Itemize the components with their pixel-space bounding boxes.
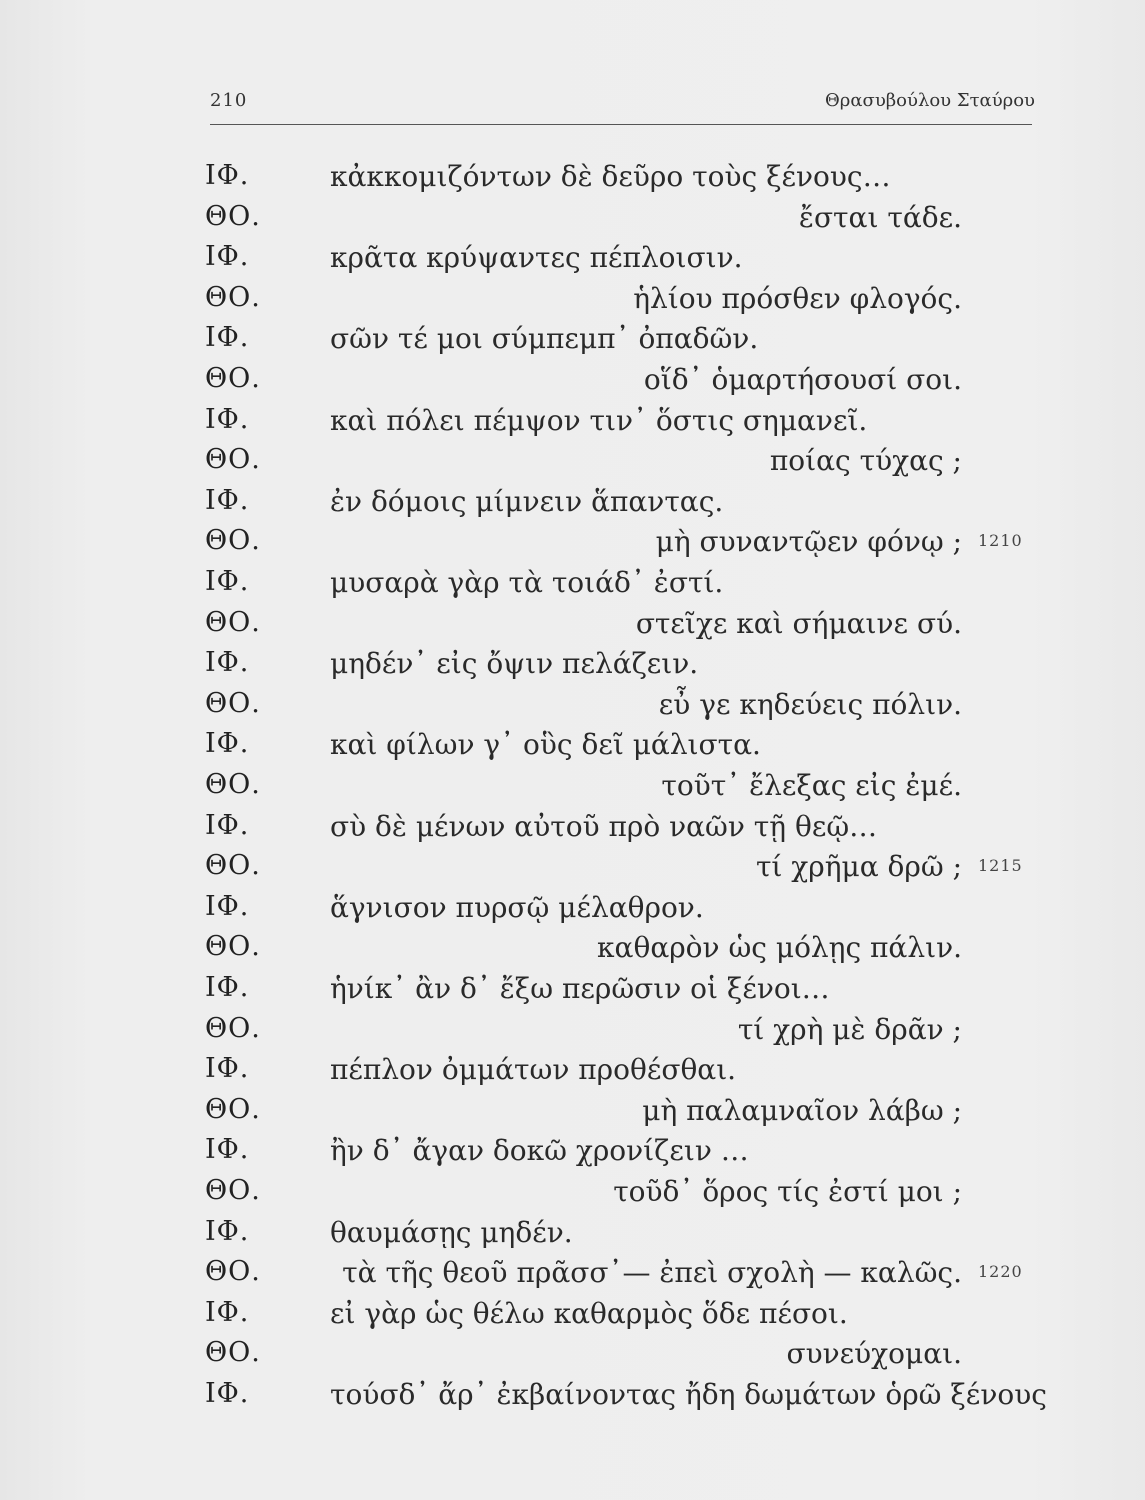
speaker-label: ΘΟ. xyxy=(205,525,261,557)
speaker-label: ΙΦ. xyxy=(205,484,250,516)
speaker-label: ΘΟ. xyxy=(205,200,261,232)
verse-text: ἅγνισον πυρσῷ μέλαθρον. xyxy=(330,890,704,924)
speaker-label: ΙΦ. xyxy=(205,728,250,760)
verse-text: μὴ παλαμναῖον λάβω ; xyxy=(642,1093,962,1127)
verse-text: μὴ συναντῷεν φόνῳ ; xyxy=(655,525,962,559)
verse-text: μυσαρὰ γὰρ τὰ τοιάδ᾽ ἐστί. xyxy=(330,566,724,599)
dialogue-line xyxy=(0,363,1145,403)
speaker-label: ΙΦ. xyxy=(205,890,250,922)
verse-text: ἔσται τάδε. xyxy=(798,200,962,234)
speaker-label: ΙΦ. xyxy=(205,809,250,841)
dialogue-line xyxy=(0,1216,1145,1256)
speaker-label: ΘΟ. xyxy=(205,606,261,638)
speaker-label: ΘΟ. xyxy=(205,1012,261,1044)
verse-text: καὶ φίλων γ᾽ οὓς δεῖ μάλιστα. xyxy=(330,728,761,762)
dialogue-line xyxy=(0,647,1145,687)
speaker-label: ΙΦ. xyxy=(205,1053,250,1085)
verse-text: ἐν δόμοις μίμνειν ἅπαντας. xyxy=(330,484,724,518)
verse-text: κἀκκομιζόντων δὲ δεῦρο τοὺς ξένους… xyxy=(330,160,891,193)
speaker-label: ΙΦ. xyxy=(205,1378,250,1409)
verse-line-number: 1220 xyxy=(978,1262,1023,1282)
dialogue-line xyxy=(0,322,1145,362)
dialogue-line xyxy=(0,525,1145,565)
verse-text: κρᾶτα κρύψαντες πέπλοισιν. xyxy=(330,241,743,275)
dialogue-line xyxy=(0,728,1145,768)
dialogue-line xyxy=(0,1378,1145,1418)
dialogue-line xyxy=(0,1134,1145,1174)
verse-text: πέπλον ὀμμάτων προθέσθαι. xyxy=(330,1053,737,1087)
verse-text: ποίας τύχας ; xyxy=(769,444,962,478)
speaker-label: ΙΦ. xyxy=(205,241,250,273)
speaker-label: ΘΟ. xyxy=(205,1093,261,1125)
dialogue-line xyxy=(0,1256,1145,1296)
speaker-label: ΘΟ. xyxy=(205,1175,261,1206)
dialogue-line xyxy=(0,850,1145,890)
dialogue-line xyxy=(0,241,1145,281)
dialogue-line xyxy=(0,566,1145,606)
speaker-label: ΘΟ. xyxy=(205,850,261,882)
verse-text: τὰ τῆς θεοῦ πρᾶσσ᾽— ἐπεὶ σχολὴ — καλῶς. xyxy=(342,1256,962,1290)
speaker-label: ΙΦ. xyxy=(205,322,250,354)
speaker-label: ΘΟ. xyxy=(205,1337,261,1369)
dialogue-line xyxy=(0,972,1145,1012)
verse-text: ἡνίκ᾽ ἂν δ᾽ ἔξω περῶσιν οἱ ξένοι… xyxy=(330,972,830,1005)
speaker-label: ΙΦ. xyxy=(205,160,250,191)
verse-text: σὺ δὲ μένων αὐτοῦ πρὸ ναῶν τῇ θεῷ… xyxy=(330,809,878,843)
verse-text: σῶν τέ μοι σύμπεμπ᾽ ὀπαδῶν. xyxy=(330,322,759,356)
speaker-label: ΙΦ. xyxy=(205,1215,250,1247)
dialogue-line xyxy=(0,1297,1145,1337)
speaker-label: ΘΟ. xyxy=(205,1256,261,1288)
verse-text: ἡλίου πρόσθεν φλογός. xyxy=(633,281,962,315)
speaker-label: ΘΟ. xyxy=(205,769,261,800)
dialogue-line xyxy=(0,1053,1145,1093)
verse-text: τούσδ᾽ ἄρ᾽ ἐκβαίνοντας ἤδη δωμάτων ὁρῶ ξένους xyxy=(330,1378,1047,1411)
speaker-label: ΙΦ. xyxy=(205,403,250,435)
speaker-label: ΘΟ. xyxy=(205,931,261,963)
verse-text: εὖ γε κηδεύεις πόλιν. xyxy=(658,687,962,721)
dialogue-line xyxy=(0,485,1145,525)
speaker-label: ΘΟ. xyxy=(205,444,261,476)
verse-text: ἢν δ᾽ ἄγαν δοκῶ χρονίζειν … xyxy=(330,1134,749,1168)
speaker-label: ΙΦ. xyxy=(205,1134,250,1166)
verse-text: τοῦδ᾽ ὅρος τίς ἐστί μοι ; xyxy=(613,1175,962,1208)
speaker-label: ΘΟ. xyxy=(205,687,261,719)
dialogue-line xyxy=(0,201,1145,241)
verse-text: θαυμάσῃς μηδέν. xyxy=(330,1215,573,1249)
speaker-label: ΙΦ. xyxy=(205,972,250,1003)
dialogue-line xyxy=(0,160,1145,200)
speaker-label: ΙΦ. xyxy=(205,1296,250,1328)
page-number: 210 xyxy=(210,90,248,111)
dialogue-line xyxy=(0,1337,1145,1377)
running-title: Θρασυβούλου Σταύρου xyxy=(825,90,1035,111)
speaker-label: ΙΦ. xyxy=(205,566,250,597)
verse-text: εἰ γὰρ ὡς θέλω καθαρμὸς ὅδε πέσοι. xyxy=(330,1296,848,1330)
verse-text: καὶ πόλει πέμψον τιν᾽ ὅστις σημανεῖ. xyxy=(330,403,868,437)
dialogue-line xyxy=(0,404,1145,444)
dialogue-line xyxy=(0,891,1145,931)
dialogue-line xyxy=(0,607,1145,647)
verse-text: τί χρὴ μὲ δρᾶν ; xyxy=(737,1012,962,1046)
verse-line-number: 1215 xyxy=(978,856,1023,876)
dialogue-line xyxy=(0,688,1145,728)
dialogue-line xyxy=(0,1013,1145,1053)
dialogue-line xyxy=(0,810,1145,850)
dialogue-line xyxy=(0,769,1145,809)
speaker-label: ΘΟ. xyxy=(205,281,261,313)
dialogue-line xyxy=(0,1175,1145,1215)
speaker-label: ΙΦ. xyxy=(205,647,250,679)
verse-text: τί χρῆμα δρῶ ; xyxy=(755,850,962,884)
verse-text: καθαρὸν ὡς μόλῃς πάλιν. xyxy=(597,931,962,965)
verse-text: μηδέν᾽ εἰς ὄψιν πελάζειν. xyxy=(330,647,699,681)
dialogue-line xyxy=(0,282,1145,322)
dialogue-line xyxy=(0,444,1145,484)
verse-text: στεῖχε καὶ σήμαινε σύ. xyxy=(635,606,962,640)
verse-line-number: 1210 xyxy=(978,531,1023,551)
dialogue-line xyxy=(0,1094,1145,1134)
verse-text: οἵδ᾽ ὁμαρτήσουσί σοι. xyxy=(643,363,962,396)
speaker-label: ΘΟ. xyxy=(205,363,261,394)
dialogue-line xyxy=(0,931,1145,971)
verse-text: συνεύχομαι. xyxy=(786,1337,962,1371)
verse-text: τοῦτ᾽ ἔλεξας εἰς ἐμέ. xyxy=(661,769,962,802)
